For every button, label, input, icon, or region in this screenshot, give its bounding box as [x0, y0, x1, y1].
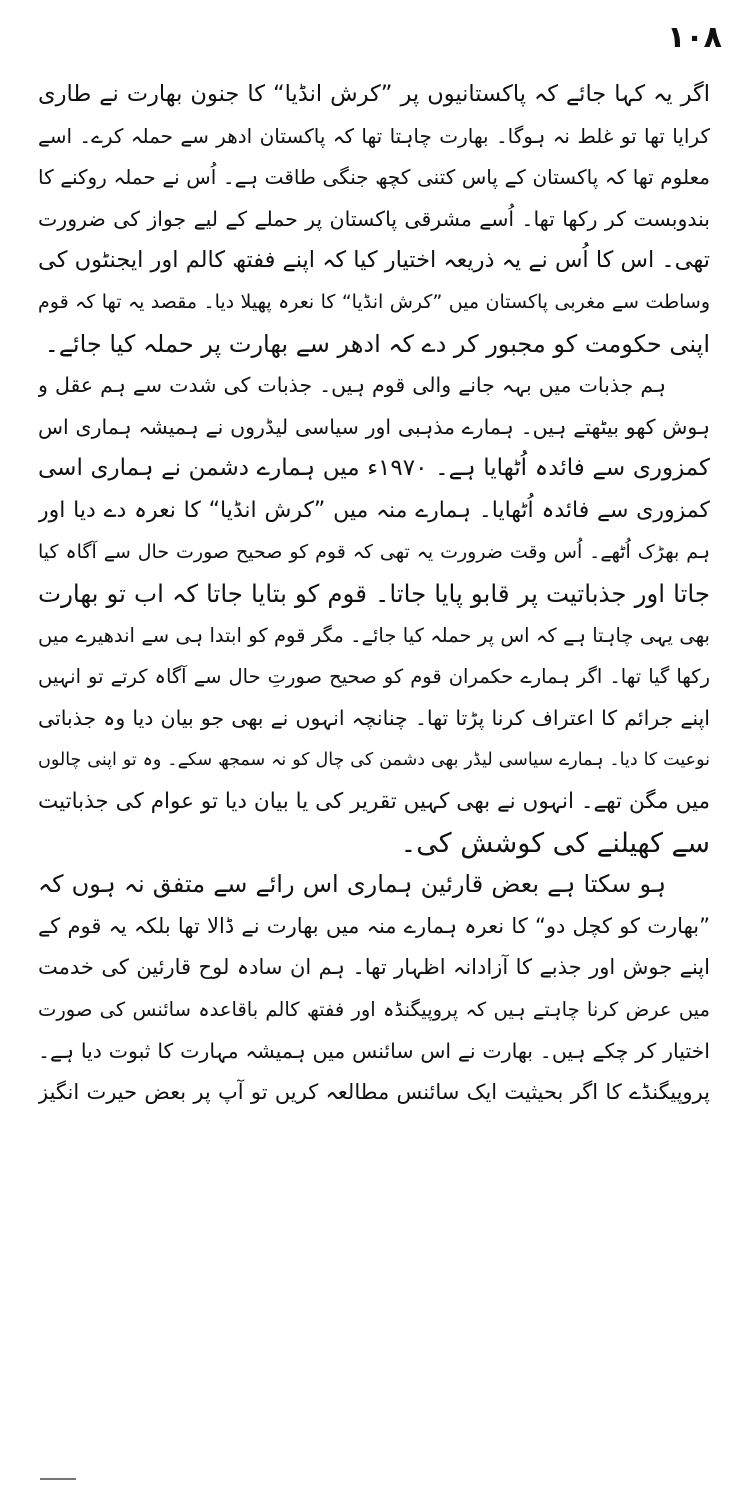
scan-mark — [40, 1478, 76, 1480]
text-line: تھی۔ اس کا اُس نے یہ ذریعہ اختیار کیا کہ اپنے ففتھ کالم اور ایجنٹوں کی — [38, 247, 710, 274]
text-line: اپنے جرائم کا اعتراف کرنا پڑتا تھا۔ چنانچہ انہوں نے بھی جو بیان دیا وہ جذباتی — [38, 705, 710, 730]
text-line: ہم جذبات میں بہہ جانے والی قوم ہیں۔ جذبات کی شدت سے ہم عقل و — [38, 373, 666, 398]
text-line: اپنے جوش اور جذبے کا آزادانہ اظہار تھا۔ ہم ان سادہ لوح قارئین کی خدمت — [38, 955, 710, 980]
text-line: اپنی حکومت کو مجبور کر دے کہ ادھر سے بھارت پر حملہ کیا جائے۔ — [44, 329, 710, 358]
text-line: بندوبست کر رکھا تھا۔ اُسے مشرقی پاکستان پر حملے کے لیے جواز کی ضرورت — [38, 206, 710, 231]
paragraph-1 — [38, 74, 710, 365]
text-line: رکھا گیا تھا۔ اگر ہمارے حکمران قوم کو صحیح صورتِ حال سے آگاہ کرتے تو انہیں — [38, 665, 710, 689]
paragraph-2 — [38, 365, 710, 864]
page-number: ۱۰۸ — [667, 20, 722, 55]
text-line: پروپیگنڈے کا اگر بحیثیت ایک سائنس مطالعہ کریں تو آپ پر بعض حیرت انگیز — [38, 1080, 710, 1105]
text-line: کمزوری سے فائدہ اُٹھایا۔ ہمارے منہ میں ”کرش انڈیا“ کا نعرہ دے دیا اور — [38, 497, 710, 523]
text-line: کمزوری سے فائدہ اُٹھایا ہے۔ ۱۹۷۰ء میں ہمارے دشمن نے ہماری اسی — [38, 455, 710, 482]
text-line: کرایا تھا تو غلط نہ ہوگا۔ بھارت چاہتا تھا کہ پاکستان ادھر سے حملہ کرے۔ اسے — [38, 123, 710, 148]
text-line: نوعیت کا دیا۔ ہمارے سیاسی لیڈر بھی دشمن کی چال کو نہ سمجھ سکے۔ وہ تو اپنی چالوں — [38, 749, 710, 770]
paragraph-3 — [38, 864, 710, 1114]
text-line: ہم بھڑک اُٹھے۔ اُس وقت ضرورت یہ تھی کہ قوم کو صحیح صورت حال سے آگاہ کیا — [38, 540, 710, 563]
text-line: بھی یہی چاہتا ہے کہ اس پر حملہ کیا جائے۔ مگر قوم کو ابتدا ہی سے اندھیرے میں — [38, 623, 710, 647]
text-line: ہو سکتا ہے بعض قارئین ہماری اس رائے سے متفق نہ ہوں کہ — [38, 870, 666, 899]
text-line: جاتا اور جذباتیت پر قابو پایا جاتا۔ قوم کو بتایا جاتا کہ اب تو بھارت — [38, 579, 710, 609]
text-line: اگر یہ کہا جائے کہ پاکستانیوں پر ”کرش انڈیا“ کا جنون بھارت نے طاری — [38, 81, 710, 107]
text-body — [38, 74, 710, 1114]
text-line: وساطت سے مغربی پاکستان میں ”کرش انڈیا“ کا نعرہ پھیلا دیا۔ مقصد یہ تھا کہ قوم — [38, 290, 710, 313]
text-line: اختیار کر چکے ہیں۔ بھارت نے اس سائنس میں ہمیشہ مہارت کا ثبوت دیا ہے۔ — [38, 1038, 710, 1063]
text-line: ”بھارت کو کچل دو“ کا نعرہ ہمارے منہ میں بھارت نے ڈالا تھا بلکہ یہ قوم کے — [38, 913, 710, 938]
text-line: معلوم تھا کہ پاکستان کے پاس کتنی کچھ جنگی طاقت ہے۔ اُس نے حملہ روکنے کا — [38, 165, 710, 190]
text-line: میں عرض کرنا چاہتے ہیں کہ پروپیگنڈہ اور ففتھ کالم باقاعدہ سائنس کی صورت — [38, 998, 710, 1022]
text-line: سے کھیلنے کی کوشش کی۔ — [400, 827, 710, 859]
text-line: ہوش کھو بیٹھتے ہیں۔ ہمارے مذہبی اور سیاسی لیڈروں نے ہمیشہ ہماری اس — [38, 414, 710, 439]
text-line: میں مگن تھے۔ انہوں نے بھی کہیں تقریر کی یا بیان دیا تو عوام کی جذباتیت — [38, 789, 710, 815]
